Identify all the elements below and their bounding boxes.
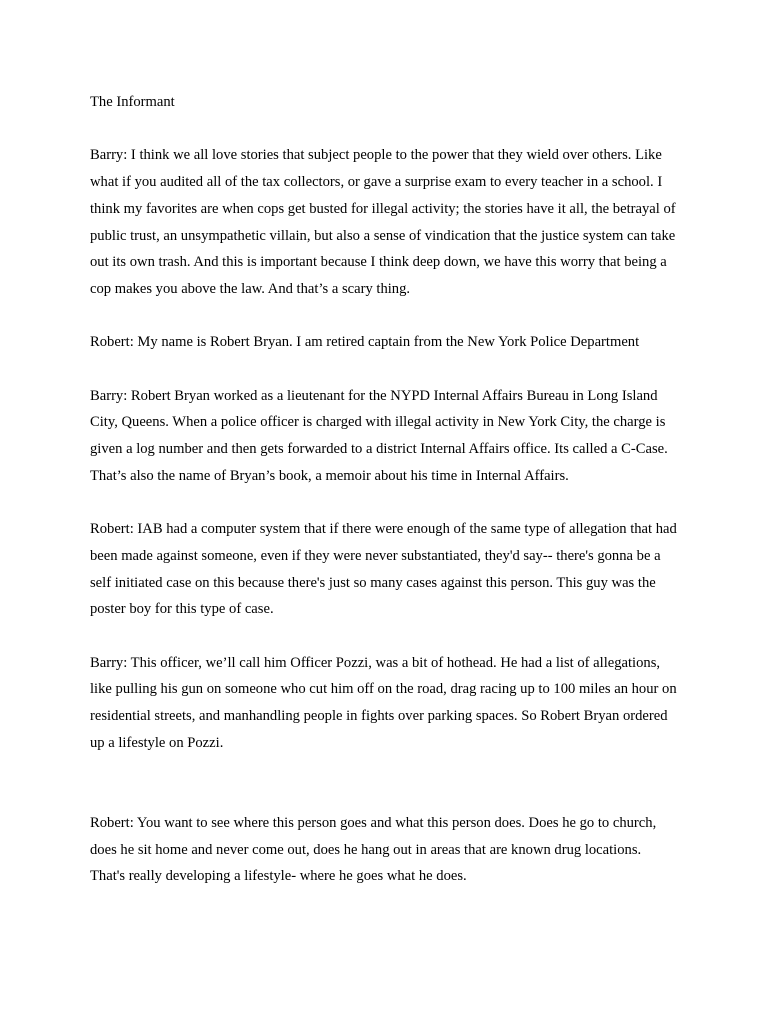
paragraph-barry-bryan-background: Barry: Robert Bryan worked as a lieutenant for the NYPD Internal Affairs Bureau in Long Island City, Queens. When a police officer is charged with illegal activity in New York City, the charge is given a log number and then gets forwarded to a district Internal Affairs office. Its called a C-Case. That’s also the name of Bryan’s book, a memoir about his time in Internal Affairs. (90, 387, 668, 484)
paragraph-robert-lifestyle: Robert: You want to see where this person goes and what this person does. Does he go to church, does he sit home and never come out, does he hang out in areas that are known drug locations. That's really developing a lifestyle- where he goes what he does. (90, 814, 657, 885)
paragraph-barry-pozzi: Barry: This officer, we’ll call him Officer Pozzi, was a bit of hothead. He had a list of allegations, like pulling his gun on someone who cut him off on the road, drag racing up to 100 miles an hour on residential streets, and manhandling people in fights over parking spaces. So Robert Bryan ordered up a lifestyle on Pozzi. (90, 654, 677, 751)
paragraph-barry-intro: Barry: I think we all love stories that subject people to the power that they wield over others. Like what if you audited all of the tax collectors, or gave a surprise exam to every teacher in a school. I think my favorites are when cops get busted for illegal activity; the stories have it all, the betrayal of public trust, an unsympathetic villain, but also a sense of vindication that the justice system can take out its own trash. And this is important because I think deep down, we have this worry that being a cop makes you above the law. And that’s a scary thing. (90, 147, 676, 297)
paragraph-robert-intro: Robert: My name is Robert Bryan. I am retired captain from the New York Police Department (90, 334, 640, 351)
document-title: The Informant (90, 94, 175, 110)
paragraph-robert-iab-system: Robert: IAB had a computer system that if there were enough of the same type of allegation that had been made against someone, even if they were never substantiated, they'd say-- there's gonna be a self initiated case on this because there's just so many cases against this person. This guy was the poster boy for this type of case. (90, 521, 677, 618)
